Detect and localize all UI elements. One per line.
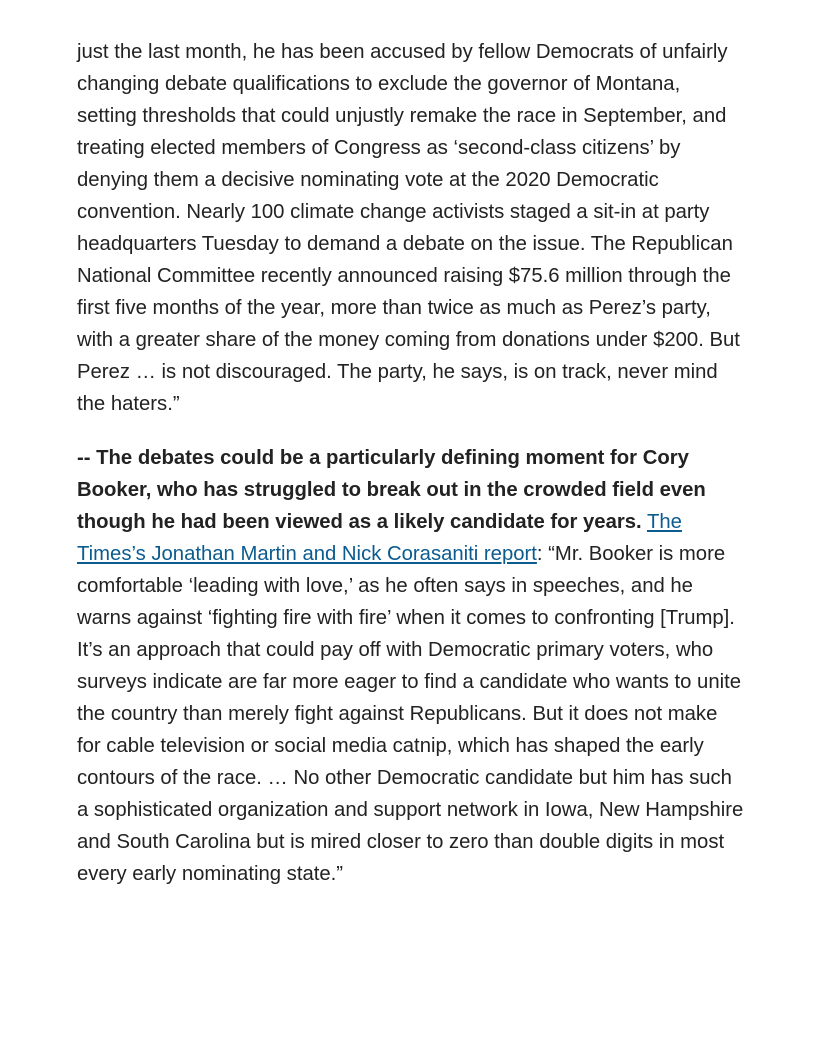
paragraph-perez xyxy=(77,36,745,420)
paragraph-booker xyxy=(77,442,745,890)
times-report-link[interactable]: The Times’s Jonathan Martin and Nick Corasaniti report xyxy=(77,511,682,565)
article-body xyxy=(77,36,745,890)
booker-bold-lead: -- The debates could be a particularly defining moment for Cory Booker, who has struggled to break out in the crowded field even though he had been viewed as a likely candidate for years. xyxy=(77,447,706,533)
booker-quote-text: : “Mr. Booker is more comfortable ‘leading with love,’ as he often says in speeches, and he warns against ‘fighting fire with fire’ when it comes to confronting [Trump]. It’s an approach that could pay off with Democratic primary voters, who surveys indicate are far more eager to find a candidate who wants to unite the country than merely fight against Republicans. But it does not make for cable television or social media catnip, which has shaped the early contours of the race. … No other Democratic candidate but him has such a sophisticated organization and support network in Iowa, New Hampshire and South Carolina but is mired closer to zero than double digits in most every early nominating state.” xyxy=(77,543,744,885)
paragraph-perez-text: just the last month, he has been accused by fellow Democrats of unfairly changing debate qualifications to exclude the governor of Montana, setting thresholds that could unjustly remake the race in September, and treating elected members of Congress as ‘second-class citizens’ by denying them a decisive nominating vote at the 2020 Democratic convention. Nearly 100 climate change activists staged a sit-in at party headquarters Tuesday to demand a debate on the issue. The Republican National Committee recently announced raising $75.6 million through the first five months of the year, more than twice as much as Perez’s party, with a greater share of the money coming from donations under $200. But Perez … is not discouraged. The party, he says, is on track, never mind the haters.” xyxy=(77,41,740,415)
